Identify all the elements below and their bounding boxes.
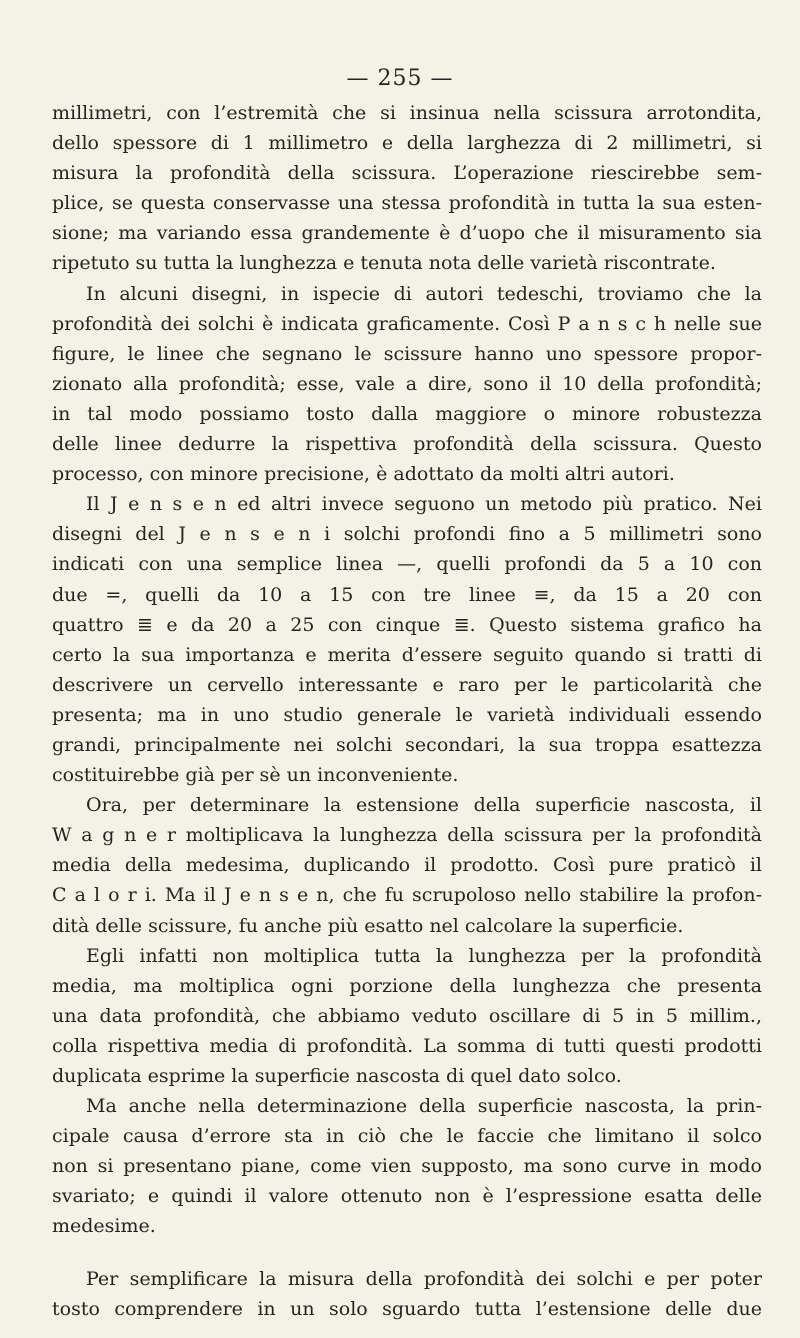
text-line: tosto comprendere in un solo sguardo tutta l’estensione delle due [52,1297,762,1320]
text-line: Il J e n s e n ed altri invece seguono un metodo più pratico. Nei [86,493,762,516]
text-line: W a g n e r moltiplicava la lunghezza della scissura per la profondità [52,824,762,847]
text-line: delle linee dedurre la rispettiva profondità della scissura. Questo [52,433,762,456]
text-line: presenta; ma in uno studio generale le varietà individuali essendo [52,703,762,726]
text-line: costituirebbe già per sè un inconveniente. [52,764,459,787]
text-line: disegni del J e n s e n i solchi profondi fino a 5 millimetri sono [52,523,762,546]
text-line: Per semplificare la misura della profondità dei solchi e per poter [86,1267,762,1290]
text-line: figure, le linee che segnano le scissure hanno uno spessore propor- [52,342,762,365]
text-line: profondità dei solchi è indicata graficamente. Così P a n s c h nelle sue [52,312,762,335]
page-number: — 255 — [346,66,454,91]
text-line: medesime. [52,1215,156,1238]
body-text [52,98,762,1324]
text-line: due =, quelli da 10 a 15 con tre linee ≡, da 15 a 20 con [52,583,762,606]
text-line: In alcuni disegni, in ispecie di autori tedeschi, troviamo che la [86,282,762,305]
text-line: dello spessore di 1 millimetro e della larghezza di 2 millimetri, si [52,132,762,155]
text-line: colla rispettiva media di profondità. La somma di tutti questi prodotti [52,1034,762,1057]
text-line: media, ma moltiplica ogni porzione della lunghezza che presenta [52,974,762,997]
text-line: ripetuto su tutta la lunghezza e tenuta nota delle varietà riscontrate. [52,252,716,275]
text-line: processo, con minore precisione, è adottato da molti altri autori. [52,463,675,486]
text-line: descrivere un cervello interessante e raro per le particolarità che [52,673,762,696]
text-line: una data profondità, che abbiamo veduto oscillare di 5 in 5 millim., [52,1004,762,1027]
text-line: Ora, per determinare la estensione della superficie nascosta, il [86,794,762,817]
text-line: millimetri, con l’estremità che si insinua nella scissura arrotondita, [52,102,762,124]
text-line: certo la sua importanza e merita d’essere seguito quando si tratti di [52,643,762,666]
text-line: misura la profondità della scissura. L’operazione riescirebbe sem- [52,162,762,185]
text-line: quattro ≣ e da 20 a 25 con cinque ≣. Questo sistema grafico ha [52,613,762,636]
text-line: svariato; e quindi il valore ottenuto non è l’espressione esatta delle [52,1185,762,1208]
text-line: media della medesima, duplicando il prodotto. Così pure praticò il [52,854,762,877]
text-line: C a l o r i. Ma il J e n s e n, che fu scrupoloso nello stabilire la profon- [52,884,762,907]
text-line: non si presentano piane, come vien supposto, ma sono curve in modo [52,1155,762,1178]
text-line: dità delle scissure, fu anche più esatto nel calcolare la superficie. [52,914,684,937]
text-line: sione; ma variando essa grandemente è d’uopo che il misuramento sia [52,222,762,245]
text-line: grandi, principalmente nei solchi secondari, la sua troppa esattezza [52,733,762,756]
text-line: indicati con una semplice linea —, quelli profondi da 5 a 10 con [52,553,762,576]
text-line: Ma anche nella determinazione della superficie nascosta, la prin- [86,1095,762,1118]
text-line: plice, se questa conservasse una stessa profondità in tutta la sua esten- [52,192,762,215]
text-line: in tal modo possiamo tosto dalla maggiore o minore robustezza [52,402,762,425]
text-line: Egli infatti non moltiplica tutta la lunghezza per la profondità [86,944,762,967]
text-line: cipale causa d’errore sta in ciò che le faccie che limitano il solco [52,1125,762,1148]
text-line: duplicata esprime la superficie nascosta di quel dato solco. [52,1065,622,1087]
text-line: zionato alla profondità; esse, vale a dire, sono il 10 della profondità; [52,372,762,395]
